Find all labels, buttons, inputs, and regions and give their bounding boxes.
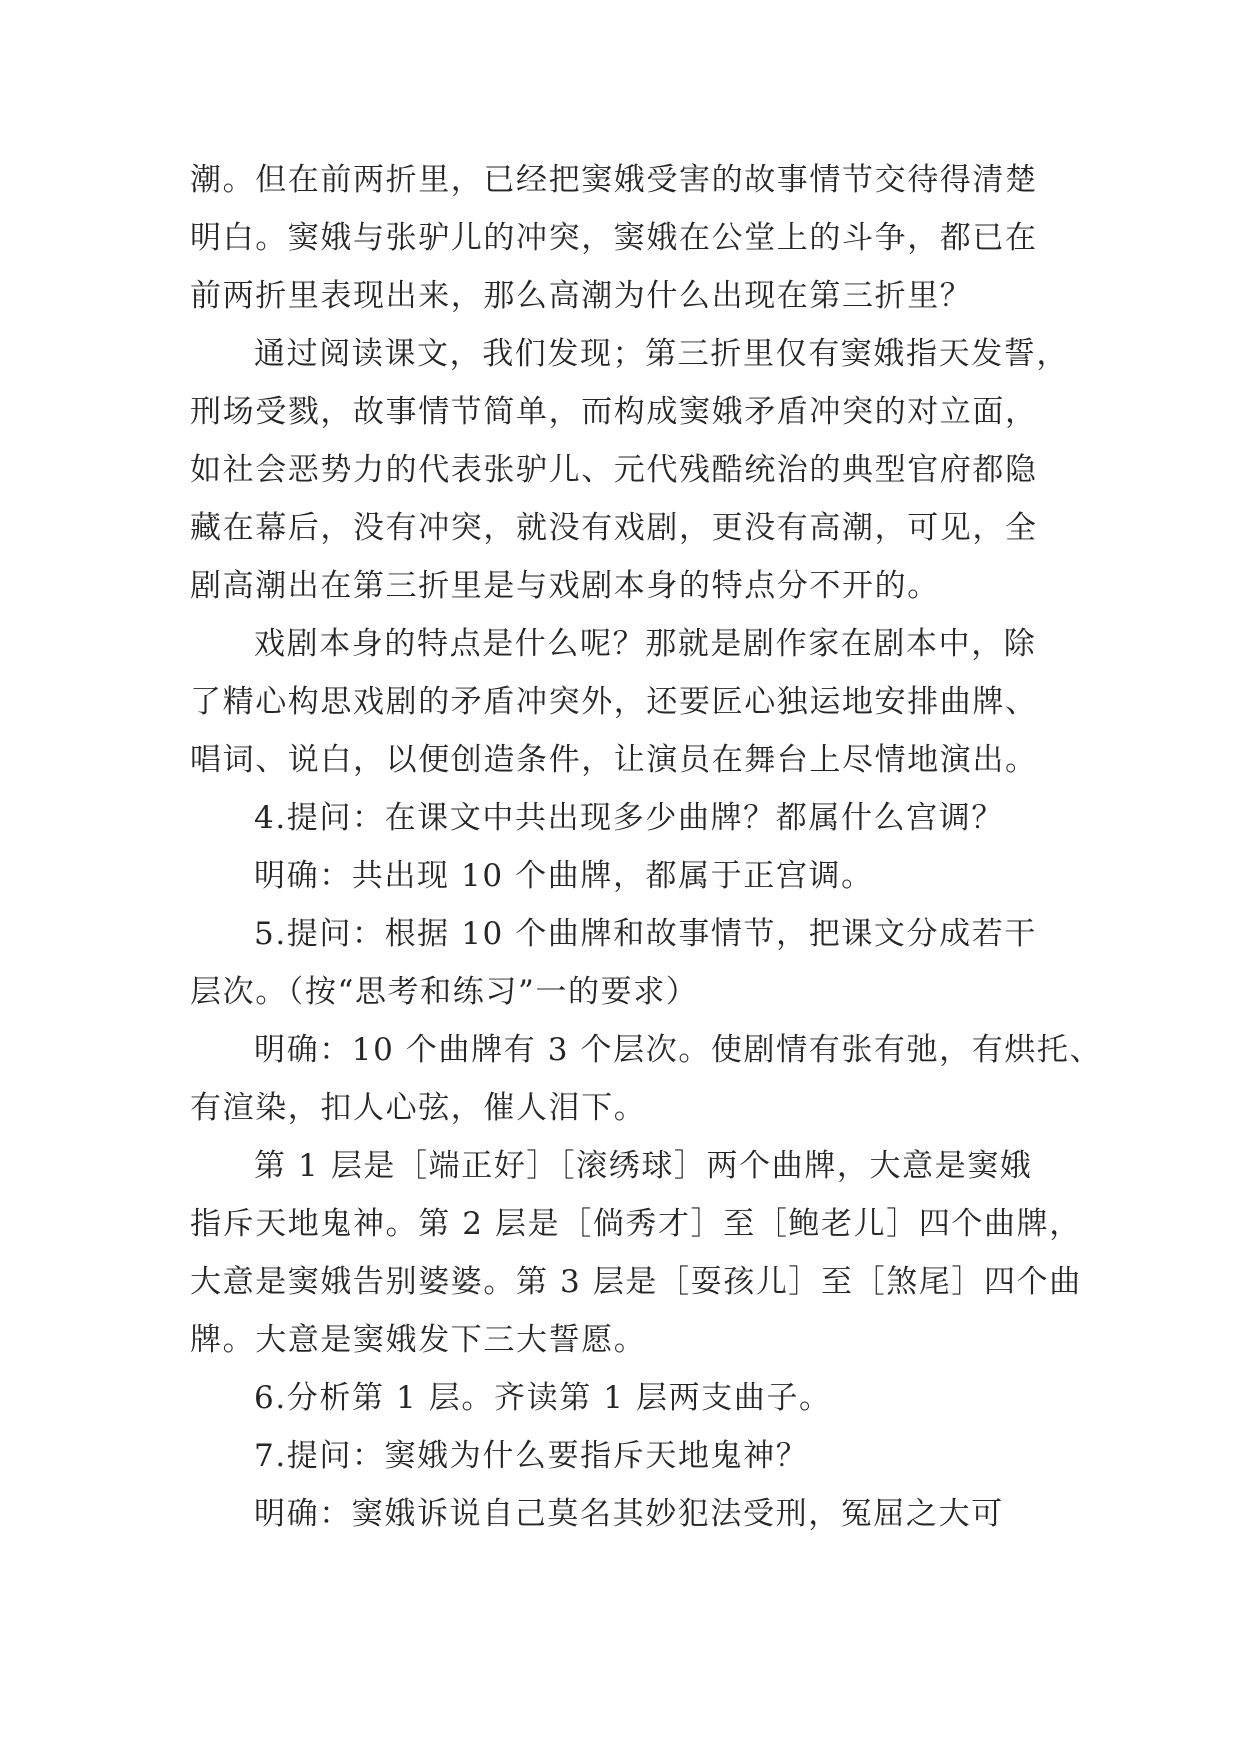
text-line: 有渲染，扣人心弦，催人泪下。 bbox=[190, 1090, 647, 1126]
text-line: 藏在幕后，没有冲突，就没有戏剧，更没有高潮，可见，全 bbox=[190, 510, 1038, 546]
text-line: 层次。（按“思考和练习”一的要求） bbox=[190, 974, 699, 1010]
text-line: 明白。窦娥与张驴儿的冲突，窦娥在公堂上的斗争，都已在 bbox=[190, 220, 1038, 256]
text-line: 大意是窦娥告别婆婆。第 3 层是［耍孩儿］至［煞尾］四个曲 bbox=[190, 1264, 1082, 1300]
text-line: 指斥天地鬼神。第 2 层是［倘秀才］至［鲍老儿］四个曲牌， bbox=[190, 1206, 1082, 1242]
text-line: 潮。但在前两折里，已经把窦娥受害的故事情节交待得清楚 bbox=[190, 162, 1038, 198]
text-line: 剧高潮出在第三折里是与戏剧本身的特点分不开的。 bbox=[190, 568, 940, 604]
text-line: 刑场受戮，故事情节简单，而构成窦娥矛盾冲突的对立面， bbox=[190, 394, 1038, 430]
text-line: 5.提问：根据 10 个曲牌和故事情节，把课文分成若干 bbox=[254, 916, 1037, 952]
text-line: 4.提问：在课文中共出现多少曲牌？都属什么宫调？ bbox=[254, 800, 1004, 836]
text-line: 唱词、说白，以便创造条件，让演员在舞台上尽情地演出。 bbox=[190, 742, 1038, 778]
text-line: 明确：窦娥诉说自己莫名其妙犯法受刑，冤屈之大可 bbox=[254, 1496, 1004, 1532]
text-line: 了精心构思戏剧的矛盾冲突外，还要匠心独运地安排曲牌、 bbox=[190, 684, 1038, 720]
text-line: 明确：10 个曲牌有 3 个层次。使剧情有张有弛，有烘托、 bbox=[254, 1032, 1103, 1068]
text-line: 7.提问：窦娥为什么要指斥天地鬼神？ bbox=[254, 1438, 809, 1474]
text-line: 明确：共出现 10 个曲牌，都属于正宫调。 bbox=[254, 858, 874, 894]
text-line: 戏剧本身的特点是什么呢？那就是剧作家在剧本中，除 bbox=[254, 626, 1037, 662]
text-line: 6.分析第 1 层。齐读第 1 层两支曲子。 bbox=[254, 1380, 832, 1416]
text-line: 牌。大意是窦娥发下三大誓愿。 bbox=[190, 1322, 647, 1358]
text-line: 前两折里表现出来，那么高潮为什么出现在第三折里？ bbox=[190, 278, 973, 314]
text-line: 通过阅读课文，我们发现；第三折里仅有窦娥指天发誓， bbox=[254, 336, 1069, 372]
text-line: 如社会恶势力的代表张驴儿、元代残酷统治的典型官府都隐 bbox=[190, 452, 1038, 488]
text-line: 第 1 层是［端正好］［滚绣球］两个曲牌，大意是窦娥 bbox=[254, 1148, 1033, 1184]
